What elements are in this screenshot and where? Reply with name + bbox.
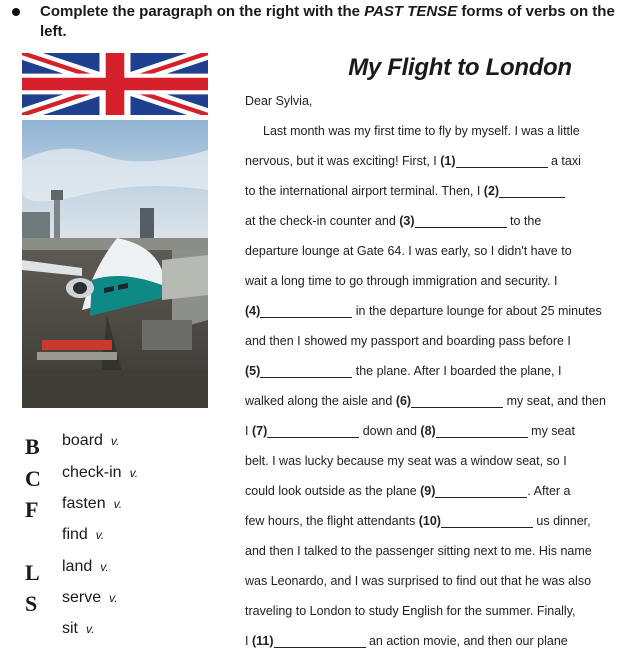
verb-item xyxy=(22,618,202,648)
letter-line: I (7) down and (8) my seat xyxy=(245,424,575,438)
bullet-icon xyxy=(12,8,20,16)
verb-label: board v. xyxy=(62,432,120,449)
letter-line: traveling to London to study English for the summer. Finally, xyxy=(245,604,576,618)
letter-line: departure lounge at Gate 64. I was early, so I didn't have to xyxy=(245,244,572,258)
letter-greeting: Dear Sylvia, xyxy=(245,94,313,108)
letter-line: to the international airport terminal. Then, I (2) xyxy=(245,176,565,206)
answer-blank-2[interactable] xyxy=(499,183,565,198)
answer-blank-7[interactable] xyxy=(267,423,359,438)
letter-line: walked along the aisle and (6) my seat, and then xyxy=(245,394,606,408)
letter-paragraph xyxy=(245,86,635,646)
answer-blank-6[interactable] xyxy=(411,393,503,408)
letter-line: and then I talked to the passenger sitting next to me. His name xyxy=(245,544,592,558)
verb-label: check-in v. xyxy=(62,464,139,481)
verb-item xyxy=(22,524,202,554)
verb-label: serve v. xyxy=(62,589,118,606)
letter-line: belt. I was lucky because my seat was a window seat, so I xyxy=(245,454,567,468)
verb-initial: S xyxy=(25,591,38,616)
airport-airplane-photo xyxy=(22,120,208,408)
verb-item xyxy=(22,493,202,523)
letter-line: (5) the plane. After I boarded the plane, I xyxy=(245,364,562,378)
answer-blank-9[interactable] xyxy=(435,483,527,498)
answer-blank-8[interactable] xyxy=(436,423,528,438)
letter-line: at the check-in counter and (3) to the xyxy=(245,214,542,228)
verb-item xyxy=(22,556,202,586)
verb-item xyxy=(22,462,202,492)
answer-blank-10[interactable] xyxy=(441,513,533,528)
answer-blank-5[interactable] xyxy=(260,363,352,378)
verb-initial: F xyxy=(25,497,39,522)
instruction-text: Complete the paragraph on the right with the PAST TENSE forms of verbs on the left. xyxy=(40,3,615,40)
page-title: My Flight to London xyxy=(348,54,572,81)
letter-line: and then I showed my passport and boarding pass before I xyxy=(245,334,571,348)
letter-line: (4) in the departure lounge for about 25 minutes xyxy=(245,304,602,318)
answer-blank-1[interactable] xyxy=(456,153,548,168)
letter-line: wait a long time to go through immigration and security. I xyxy=(245,274,558,288)
verb-label: fasten v. xyxy=(62,495,123,512)
verb-item xyxy=(22,430,202,460)
verb-label: find v. xyxy=(62,526,105,543)
letter-line: Last month was my first time to fly by myself. I was a little xyxy=(263,124,580,138)
letter-line: few hours, the flight attendants (10) us dinner, xyxy=(245,514,591,528)
letter-line: nervous, but it was exciting! First, I (1) a taxi xyxy=(245,154,581,168)
verb-initial: B xyxy=(25,434,40,459)
verb-initial: C xyxy=(25,466,41,491)
verb-label: sit v. xyxy=(62,620,95,637)
instruction xyxy=(12,2,632,42)
answer-blank-11[interactable] xyxy=(274,633,366,648)
verb-initial: L xyxy=(25,560,40,585)
letter-line: was Leonardo, and I was surprised to find out that he was also xyxy=(245,574,592,588)
verb-item xyxy=(22,587,202,617)
verb-label: land v. xyxy=(62,558,109,575)
answer-blank-3[interactable] xyxy=(415,213,507,228)
answer-blank-4[interactable] xyxy=(260,303,352,318)
letter-line: I (11) an action movie, and then our plane xyxy=(245,634,568,648)
letter-line: could look outside as the plane (9) . After a xyxy=(245,484,571,498)
union-jack-flag-image xyxy=(22,53,208,115)
